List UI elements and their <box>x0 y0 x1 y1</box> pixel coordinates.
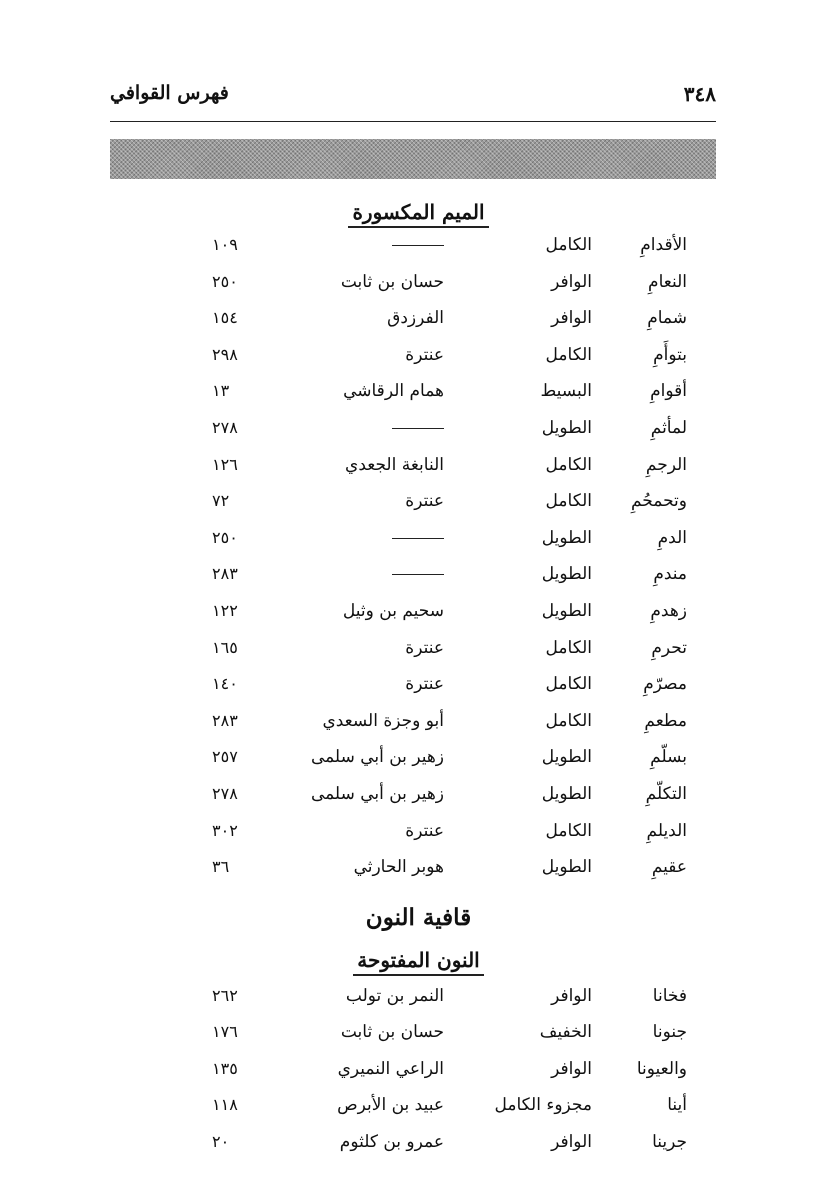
meter-name: الطويل <box>541 527 592 548</box>
index-row <box>0 747 837 777</box>
index-row <box>0 986 837 1016</box>
meter-name: الكامل <box>545 637 592 658</box>
page-ref: ٣٦ <box>212 857 230 877</box>
rhyme-word: النعامِ <box>648 271 687 292</box>
index-row <box>0 272 837 302</box>
poet-name <box>264 564 444 584</box>
rhyme-word: لمأثمِ <box>650 418 687 438</box>
meter-name: الوافر <box>551 1131 592 1152</box>
meter-name: الخفيف <box>539 1022 592 1043</box>
index-row <box>0 418 837 448</box>
rhyme-word: عقيمِ <box>651 857 687 878</box>
rhyme-word: بسلّمِ <box>650 747 687 768</box>
index-row <box>0 601 837 631</box>
index-row <box>0 1132 837 1162</box>
poet-name: الراعي النميري <box>337 1058 444 1079</box>
rhyme-word: زهدمِ <box>650 601 687 621</box>
index-row <box>0 1022 837 1052</box>
rhyme-word: جرينا <box>652 1131 687 1152</box>
page-ref: ٣٠٢ <box>212 820 238 840</box>
index-row <box>0 784 837 814</box>
rhyme-word: الديلمِ <box>646 820 687 841</box>
meter-name: الطويل <box>541 784 592 804</box>
meter-name: الطويل <box>541 747 592 768</box>
section-heading-text: الميم المكسورة <box>348 200 488 228</box>
poet-name: الفرزدق <box>387 308 444 329</box>
page-number: ٣٤٨ <box>683 82 716 106</box>
unknown-poet-dash <box>392 428 444 429</box>
rhyme-word: فخانا <box>652 986 687 1006</box>
poet-name: عبيد بن الأبرص <box>337 1095 444 1116</box>
poet-name: النمر بن تولب <box>345 986 444 1006</box>
poet-name: عنترة <box>405 491 444 512</box>
meter-name: الكامل <box>545 454 592 475</box>
poet-name: زهير بن أبي سلمى <box>310 747 444 768</box>
meter-name: الطويل <box>541 601 592 621</box>
rhyme-word: الدمِ <box>657 527 687 548</box>
poet-name <box>264 528 444 548</box>
index-row <box>0 1095 837 1125</box>
poet-name: أبو وجزة السعدي <box>322 710 444 731</box>
meter-name: مجزوء الكامل <box>494 1095 592 1116</box>
chapter-heading-noon: قافية النون <box>365 904 472 931</box>
rhyme-word: أينا <box>667 1095 687 1116</box>
meter-name: الكامل <box>545 235 592 255</box>
page-ref: ١٥٤ <box>212 308 238 328</box>
poet-name: عنترة <box>405 637 444 658</box>
page-ref: ١٣٥ <box>212 1058 238 1078</box>
rhyme-word: مطعمِ <box>644 710 687 731</box>
rhyme-word: جنونا <box>652 1022 687 1043</box>
poet-name: عمرو بن كلثوم <box>339 1131 444 1152</box>
rhyme-word: الرجمِ <box>645 454 687 475</box>
poet-name: النابغة الجعدي <box>345 454 444 475</box>
index-row <box>0 857 837 887</box>
meter-name: الطويل <box>541 418 592 438</box>
page-ref: ٢٥٧ <box>212 747 238 767</box>
page-ref: ١١٨ <box>212 1095 238 1115</box>
meter-name: الوافر <box>551 308 592 329</box>
page-ref: ١٧٦ <box>212 1022 238 1042</box>
meter-name: الوافر <box>551 271 592 292</box>
page-header <box>110 80 716 114</box>
index-row <box>0 235 837 265</box>
index-row <box>0 455 837 485</box>
page-ref: ٢٠ <box>212 1131 230 1151</box>
rhyme-word: الأقدامِ <box>640 235 687 255</box>
meter-name: الكامل <box>545 344 592 365</box>
page-ref: ١٤٠ <box>212 674 238 694</box>
rhyme-word: شمامِ <box>647 308 687 329</box>
page-ref: ٢٩٨ <box>212 344 238 364</box>
meter-name: الكامل <box>545 491 592 512</box>
poet-name: عنترة <box>405 674 444 695</box>
meter-name: الوافر <box>551 986 592 1006</box>
index-row <box>0 638 837 668</box>
poet-name <box>264 235 444 255</box>
index-row <box>0 1059 837 1089</box>
rhyme-word: التكلّمِ <box>645 784 687 804</box>
poet-name: عنترة <box>405 344 444 365</box>
page-ref: ٢٥٠ <box>212 527 238 547</box>
index-row <box>0 308 837 338</box>
poet-name: حسان بن ثابت <box>340 271 444 292</box>
index-row <box>0 674 837 704</box>
rhyme-word: والعيونا <box>636 1058 687 1079</box>
page-ref: ١٢٦ <box>212 454 238 474</box>
poet-name: زهير بن أبي سلمى <box>310 784 444 804</box>
index-row <box>0 528 837 558</box>
meter-name: الطويل <box>541 857 592 878</box>
index-row <box>0 564 837 594</box>
page-ref: ١٦٥ <box>212 637 238 657</box>
page-ref: ١٢٢ <box>212 601 238 620</box>
page-ref: ١٣ <box>212 381 230 401</box>
meter-name: الكامل <box>545 710 592 731</box>
unknown-poet-dash <box>392 538 444 539</box>
page-ref: ٢٧٨ <box>212 418 238 437</box>
index-row <box>0 711 837 741</box>
poet-name: هوبر الحارثي <box>353 857 444 878</box>
rhyme-word: أقوامِ <box>650 381 687 402</box>
poet-name: همام الرقاشي <box>343 381 444 402</box>
section-heading-text: النون المفتوحة <box>353 948 483 976</box>
meter-name: الكامل <box>545 674 592 695</box>
header-rule <box>110 121 716 122</box>
section-heading-noon <box>0 948 837 972</box>
rhyme-word: مصرّمِ <box>643 674 687 695</box>
page-ref: ١٠٩ <box>212 235 238 254</box>
poet-name: عنترة <box>405 820 444 841</box>
unknown-poet-dash <box>392 245 444 246</box>
meter-name: البسيط <box>540 381 592 402</box>
page-ref: ٢٥٠ <box>212 271 238 291</box>
page-ref: ٧٢ <box>212 491 230 511</box>
shaded-band <box>110 139 716 179</box>
rhyme-word: تحرمِ <box>651 637 687 658</box>
rhyme-word: مندمِ <box>653 564 687 585</box>
index-row <box>0 345 837 375</box>
rhyme-word: وتحمحُمِ <box>630 491 687 512</box>
running-title: فهرس القوافي <box>110 82 229 104</box>
page-ref: ٢٨٣ <box>212 710 238 730</box>
poet-name: سحيم بن وثيل <box>342 601 444 621</box>
rhyme-word: بتوأَمِ <box>653 344 687 365</box>
page-ref: ٢٧٨ <box>212 784 238 803</box>
poet-name: حسان بن ثابت <box>340 1022 444 1043</box>
section-heading-meem <box>0 200 837 224</box>
page-ref: ٢٨٣ <box>212 564 238 584</box>
index-row <box>0 821 837 851</box>
meter-name: الكامل <box>545 820 592 841</box>
poet-name <box>264 418 444 438</box>
index-row <box>0 491 837 521</box>
meter-name: الطويل <box>541 564 592 585</box>
unknown-poet-dash <box>392 574 444 575</box>
index-row <box>0 381 837 411</box>
page-ref: ٢٦٢ <box>212 986 238 1005</box>
meter-name: الوافر <box>551 1058 592 1079</box>
